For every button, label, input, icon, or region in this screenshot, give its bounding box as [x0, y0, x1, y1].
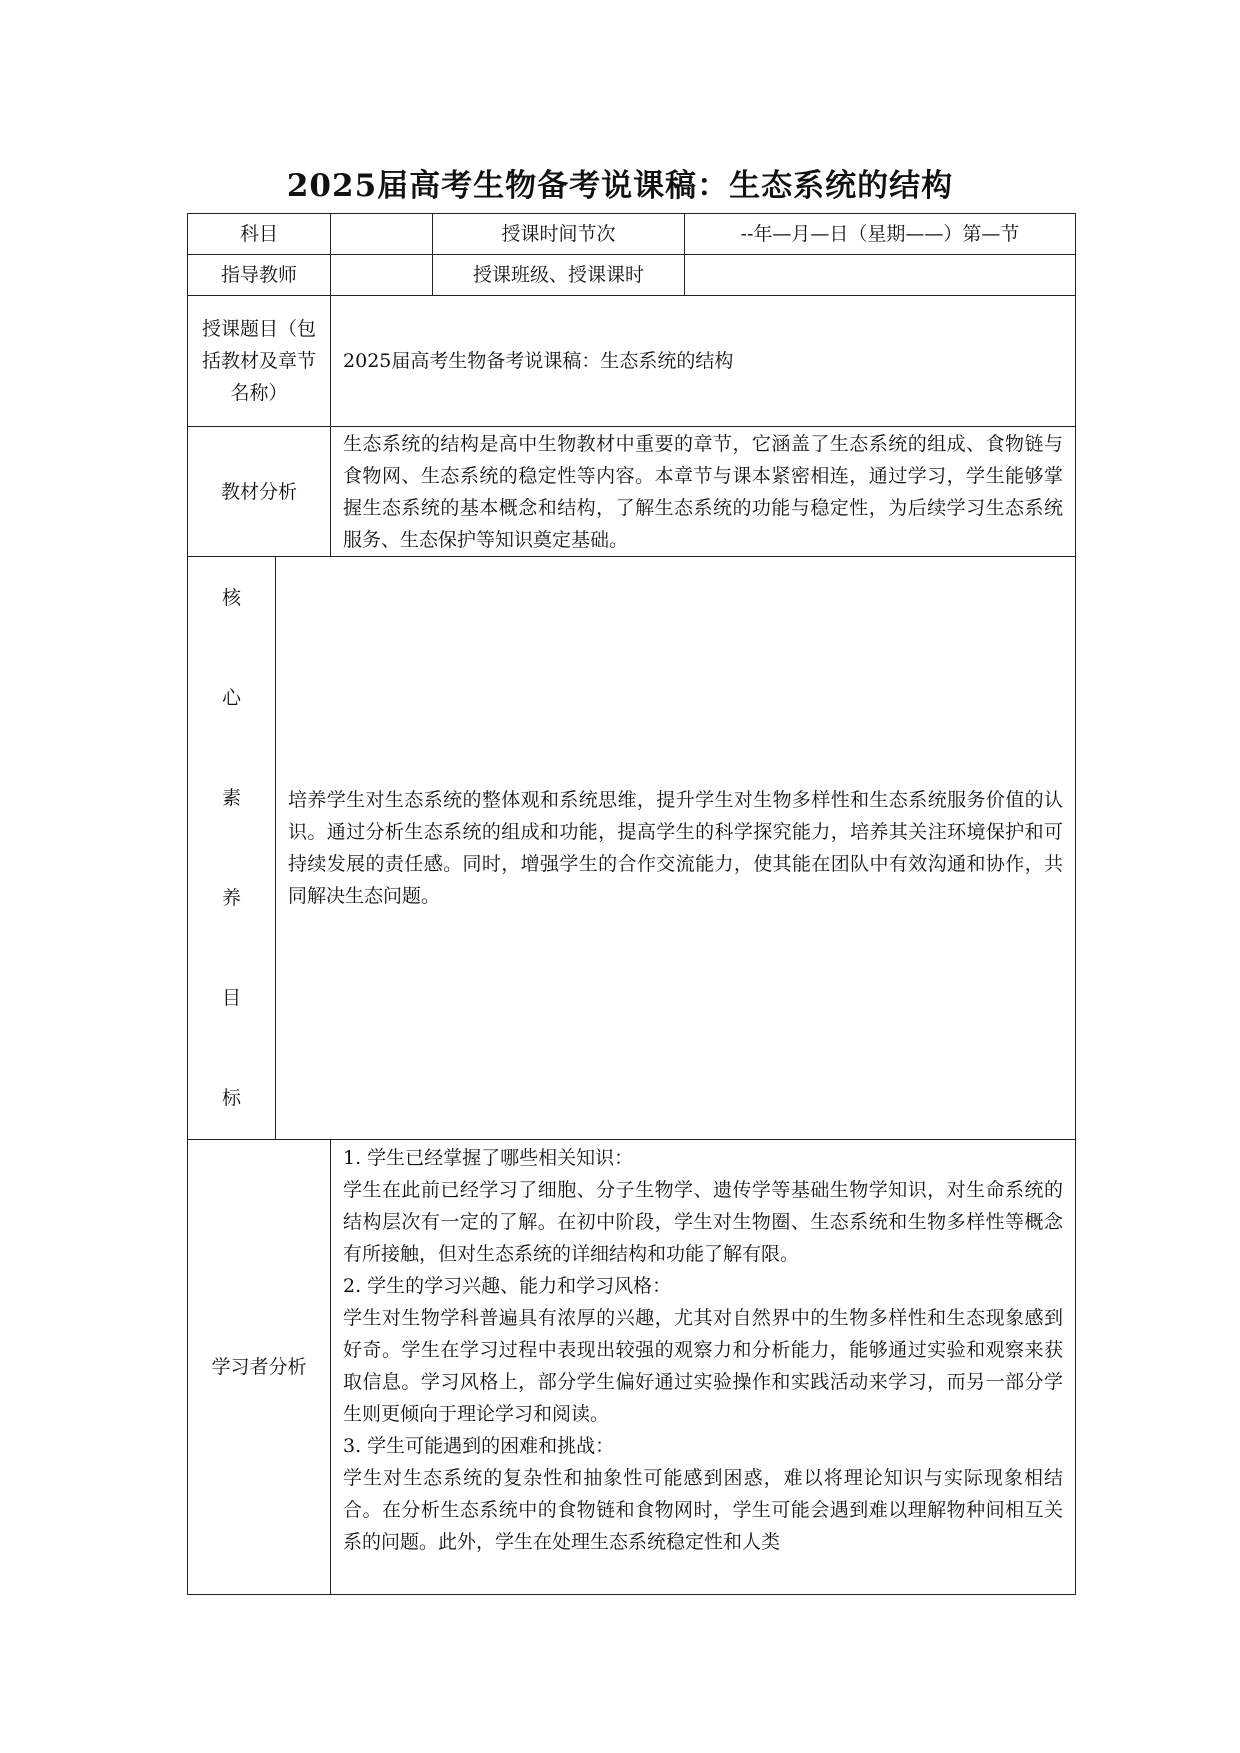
time-label: 授课时间节次	[433, 214, 685, 255]
table-row	[188, 557, 1076, 1140]
table-row	[188, 1140, 1076, 1595]
teacher-label: 指导教师	[188, 255, 331, 296]
material-text: 生态系统的结构是高中生物教材中重要的章节，它涵盖了生态系统的组成、食物链与食物网、生态系统的稳定性等内容。本章节与课本紧密相连，通过学习，学生能够掌握生态系统的基本概念和结构，了解生态系统的功能与稳定性，为后续学习生态系统服务、生态保护等知识奠定基础。	[331, 427, 1076, 557]
learner-paragraph: 学生在此前已经学习了细胞、分子生物学、遗传学等基础生物学知识，对生命系统的结构层次有一定的了解。在初中阶段，学生对生物圈、生态系统和生物多样性等概念有所接触，但对生态系统的详细结构和功能了解有限。	[343, 1179, 1064, 1265]
topic-value: 2025届高考生物备考说课稿：生态系统的结构	[331, 296, 1076, 427]
core-label-char: 养	[221, 887, 241, 909]
subject-label: 科目	[188, 214, 331, 255]
learner-paragraph: 学生对生物学科普遍具有浓厚的兴趣，尤其对自然界中的生物多样性和生态现象感到好奇。学生在学习过程中表现出较强的观察力和分析能力，能够通过实验和观察来获取信息。学习风格上，部分学生偏好通过实验操作和实践活动来学习，而另一部分学生则更倾向于理论学习和阅读。	[343, 1307, 1064, 1425]
core-label	[188, 557, 276, 1140]
core-label-char: 目	[221, 987, 241, 1009]
learner-paragraph: 学生对生态系统的复杂性和抽象性可能感到困惑，难以将理论知识与实际现象相结合。在分析生态系统中的食物链和食物网时，学生可能会遇到难以理解物种间相互关系的问题。此外，学生在处理生态系统稳定性和人类	[343, 1467, 1064, 1553]
learner-paragraph: 3. 学生可能遇到的困难和挑战：	[343, 1435, 615, 1457]
learner-paragraph: 2. 学生的学习兴趣、能力和学习风格：	[343, 1275, 672, 1297]
core-label-char: 标	[221, 1087, 241, 1109]
learner-label: 学习者分析	[188, 1140, 331, 1595]
class-label: 授课班级、授课课时	[433, 255, 685, 296]
time-value: --年—月—日（星期——）第—节	[685, 214, 1076, 255]
table-row	[188, 214, 1076, 255]
class-value	[685, 255, 1076, 296]
learner-text	[331, 1140, 1076, 1595]
material-label: 教材分析	[188, 427, 331, 557]
learner-paragraph: 1. 学生已经掌握了哪些相关知识：	[343, 1147, 634, 1169]
teacher-value	[331, 255, 433, 296]
lesson-plan-table	[187, 213, 1076, 1595]
table-row	[188, 296, 1076, 427]
table-row	[188, 255, 1076, 296]
core-label-char: 心	[221, 687, 241, 709]
core-text: 培养学生对生态系统的整体观和系统思维，提升学生对生物多样性和生态系统服务价值的认识。通过分析生态系统的组成和功能，提高学生的科学探究能力，培养其关注环境保护和可持续发展的责任感。同时，增强学生的合作交流能力，使其能在团队中有效沟通和协作，共同解决生态问题。	[276, 557, 1076, 1140]
core-label-char: 素	[221, 787, 241, 809]
core-label-char: 核	[221, 587, 241, 609]
page-title: 2025届高考生物备考说课稿：生态系统的结构	[286, 168, 954, 204]
subject-value	[331, 214, 433, 255]
table-row	[188, 427, 1076, 557]
topic-label: 授课题目（包括教材及章节名称）	[188, 296, 331, 427]
